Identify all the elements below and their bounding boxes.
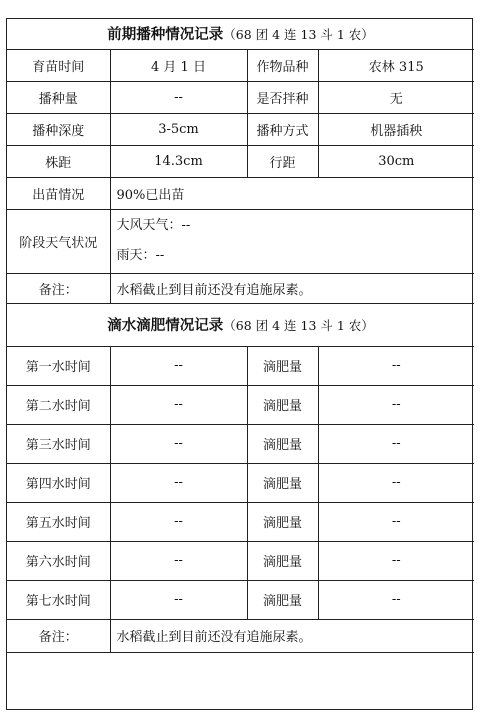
label-cell: 播种方式 [247, 113, 318, 145]
note-label: 备注： [7, 619, 110, 652]
section2-title-row [7, 303, 474, 346]
value-cell: -- [318, 346, 474, 385]
record-table [7, 19, 474, 653]
section1-title-text: 前期播种情况记录 [107, 26, 224, 44]
value-cell: 机器插秧 [318, 113, 474, 145]
value-cell: 无 [318, 81, 474, 113]
table-row [7, 502, 474, 541]
label-cell: 滴肥量 [247, 385, 318, 424]
section1-subtitle: （68 团 4 连 13 斗 1 农） [223, 27, 374, 43]
label-cell: 是否拌种 [247, 81, 318, 113]
note-value: 水稻截止到目前还没有追施尿素。 [110, 619, 474, 652]
weather-label: 阶段天气状况 [7, 209, 110, 273]
weather-rain: 雨天：-- [116, 248, 165, 263]
table-row [7, 463, 474, 502]
value-cell: -- [318, 424, 474, 463]
value-cell: -- [318, 502, 474, 541]
section1-title [7, 19, 474, 49]
emergence-value: 90%已出苗 [110, 177, 474, 209]
blank-area [7, 648, 472, 709]
label-cell: 株距 [7, 145, 110, 177]
section2-title-text: 滴水滴肥情况记录 [107, 317, 224, 334]
value-cell: -- [318, 385, 474, 424]
label-cell: 播种量 [7, 81, 110, 113]
label-cell: 滴肥量 [247, 346, 318, 385]
value-cell: -- [110, 424, 247, 463]
value-cell: -- [110, 346, 247, 385]
label-cell: 第二水时间 [7, 385, 110, 424]
table-row [7, 81, 474, 113]
value-cell: 4 月 1 日 [110, 49, 247, 81]
label-cell: 滴肥量 [247, 541, 318, 580]
label-cell: 第五水时间 [7, 502, 110, 541]
value-cell: -- [110, 541, 247, 580]
table-row [7, 424, 474, 463]
weather-wind: 大风天气：-- [116, 218, 191, 233]
table-row [7, 113, 474, 145]
emergence-row [7, 177, 474, 209]
value-cell: -- [110, 580, 247, 619]
value-cell: 农林 315 [318, 49, 474, 81]
section1-title-row [7, 19, 474, 49]
label-cell: 第三水时间 [7, 424, 110, 463]
table-row [7, 580, 474, 619]
section2-title [7, 303, 474, 346]
label-cell: 作物品种 [247, 49, 318, 81]
weather-value [110, 209, 474, 273]
value-cell: -- [318, 541, 474, 580]
value-cell: -- [110, 502, 247, 541]
note-label: 备注： [7, 273, 110, 303]
table-row [7, 346, 474, 385]
record-sheet [6, 18, 473, 710]
label-cell: 播种深度 [7, 113, 110, 145]
value-cell: -- [318, 580, 474, 619]
value-cell: -- [110, 385, 247, 424]
note-value: 水稻截止到目前还没有追施尿素。 [110, 273, 474, 303]
value-cell: -- [110, 463, 247, 502]
label-cell: 第四水时间 [7, 463, 110, 502]
label-cell: 第一水时间 [7, 346, 110, 385]
table-row [7, 49, 474, 81]
label-cell: 第六水时间 [7, 541, 110, 580]
label-cell: 滴肥量 [247, 502, 318, 541]
label-cell: 第七水时间 [7, 580, 110, 619]
value-cell: 3-5cm [110, 113, 247, 145]
weather-row [7, 209, 474, 273]
table-row [7, 145, 474, 177]
label-cell: 滴肥量 [247, 424, 318, 463]
note-row [7, 273, 474, 303]
label-cell: 行距 [247, 145, 318, 177]
value-cell: -- [110, 81, 247, 113]
label-cell: 育苗时间 [7, 49, 110, 81]
table-row [7, 541, 474, 580]
emergence-label: 出苗情况 [7, 177, 110, 209]
label-cell: 滴肥量 [247, 463, 318, 502]
section2-subtitle: （68 团 4 连 13 斗 1 农） [223, 318, 374, 333]
value-cell: 14.3cm [110, 145, 247, 177]
table-row [7, 385, 474, 424]
value-cell: -- [318, 463, 474, 502]
value-cell: 30cm [318, 145, 474, 177]
label-cell: 滴肥量 [247, 580, 318, 619]
